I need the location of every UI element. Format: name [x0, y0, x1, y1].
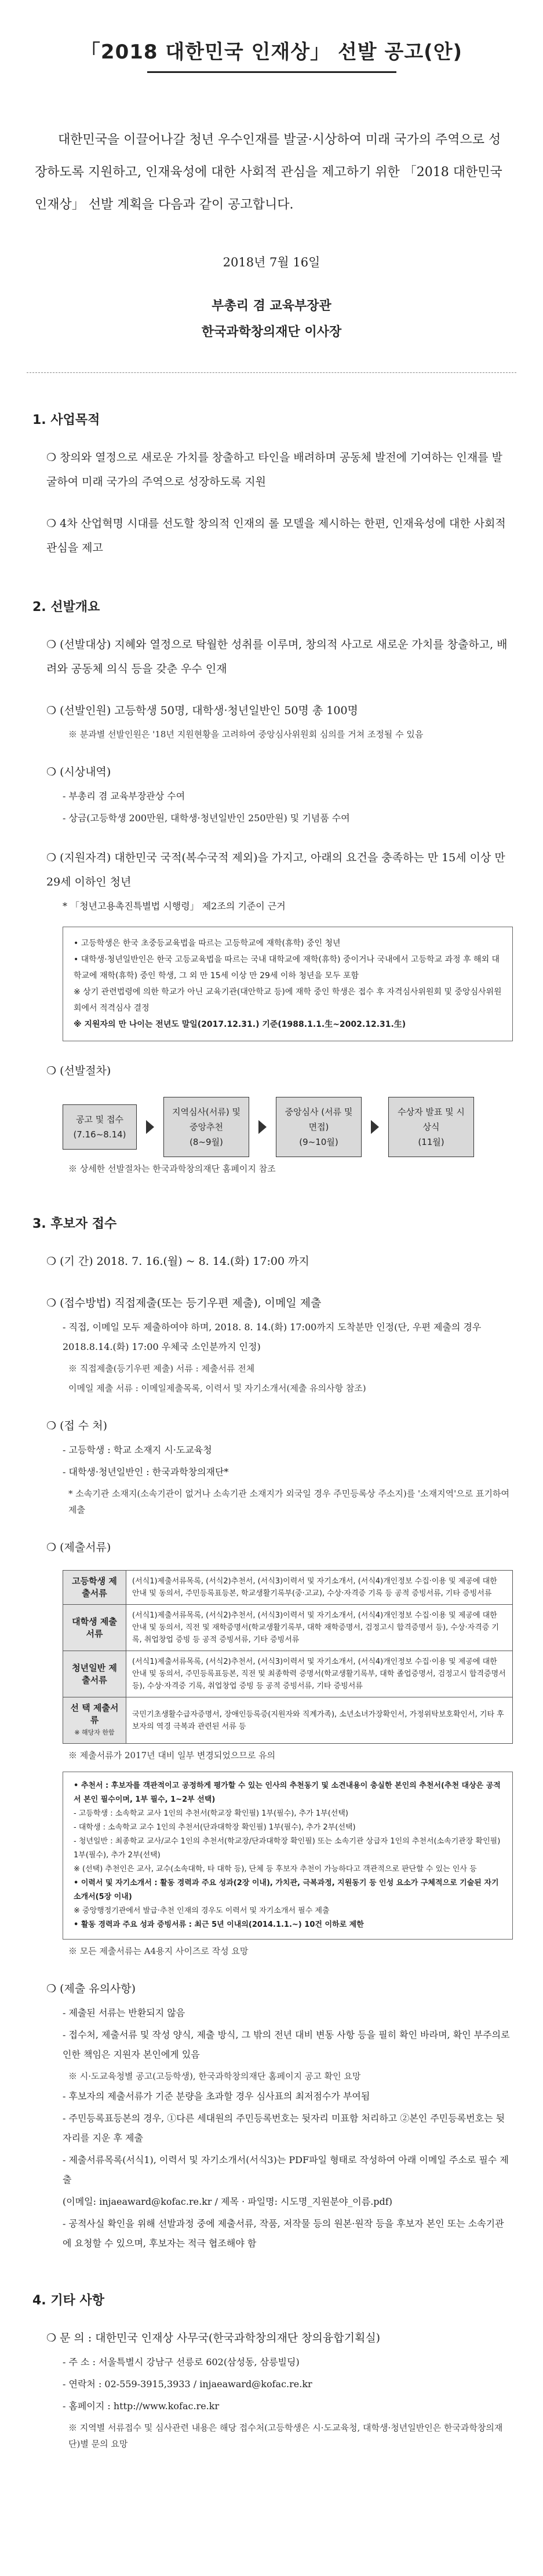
doc-category: [63, 1697, 126, 1744]
issuer-foundation: 한국과학창의재단 이사장: [201, 325, 342, 339]
eligibility: ❍ (지원자격) 대한민국 국적(복수국적 제외)을 가지고, 아래의 요건을 충족하는 만 15세 이상 만 29세 이하인 청년: [46, 851, 505, 888]
notice-date: 2018년 7월 16일: [223, 255, 320, 269]
doc-list: (서식1)제출서류목록, (서식2)추천서, (서식3)이력서 및 자기소개서, (서식4)개인정보 수집·이용 및 제공에 대한 안내 및 동의서, 직전 및 재학증명서(학교생활기록부, 대학 재학증명서, 검정고시 합격증명서 등), 수상·자격증 기록, 취업창업 증빙 등 공적 증빙서류, 기타 증빙서류: [126, 1605, 513, 1651]
doc-category: 고등학생 제출서류: [63, 1571, 126, 1605]
arrow-right-icon: [146, 1120, 154, 1134]
arrow-right-icon: [258, 1120, 267, 1134]
process-step-label: 공고 및 접수: [76, 1114, 123, 1125]
list-item: ※ 중앙행정기관에서 발급·추천 인재의 경우도 이력서 및 자기소개서 필수 제출: [74, 1907, 330, 1915]
doc-category-note: ※ 해당자 한함: [74, 1729, 115, 1736]
list-item: • 활동 경력과 주요 성과 증빙서류 : 최근 5년 이내의(2014.1.1.~) 10건 이하로 제한: [74, 1920, 364, 1929]
arrow-right-icon: [371, 1120, 379, 1134]
table-row: [63, 1605, 513, 1651]
precaution-6: - 공적사실 확인을 위해 선발과정 중에 제출서류, 작품, 저작물 등의 원본·원작 등을 후보자 본인 또는 소속기관에 요청할 수 있으며, 후보자는 적극 협조해야 함: [63, 2218, 504, 2249]
document-title: 「2018 대한민국 인재상」 선발 공고(안): [80, 41, 463, 64]
section-3-heading: 3. 후보자 접수: [32, 1217, 117, 1231]
application-method: ❍ (접수방법) 직접제출(또는 등기우편 제출), 이메일 제출: [46, 1297, 322, 1309]
process-step-period: (11월): [418, 1137, 444, 1147]
table-row: [63, 1651, 513, 1697]
office-high-school: - 고등학생 : 학교 소재지 시·도교육청: [63, 1444, 212, 1455]
process-flow: [63, 1097, 513, 1157]
process-step-period: (9~10월): [299, 1137, 338, 1147]
submission-note-2: 이메일 제출 서류 : 이메일제출목록, 이력서 및 자기소개서(제출 유의사항 참조): [68, 1383, 366, 1393]
doc-category: 청년일반 제출서류: [63, 1651, 126, 1697]
process-step-period: (7.16~8.14): [73, 1129, 126, 1140]
table-row: [63, 1571, 513, 1605]
process-step-label: 수상자 발표 및 시상식: [398, 1107, 465, 1132]
process-step-3: [276, 1097, 362, 1157]
intro-paragraph: 대한민국을 이끌어나갈 청년 우수인재를 발굴·시상하여 미래 국가의 주역으로 성장하도록 지원하고, 인재육성에 대한 사회적 관심을 제고하기 위한 「2018 대한민국 인재상」 선발 계획을 다음과 같이 공고합니다.: [35, 133, 502, 212]
submission-note-1: ※ 직접제출(등기우편 제출) 서류 : 제출서류 전체: [68, 1363, 255, 1374]
contact-note: ※ 지역별 서류접수 및 심사관련 내용은 해당 접수처(고등학생은 시·도교육청, 대학생·청년일반인은 한국과학창의재단)별 문의 요망: [68, 2423, 503, 2449]
list-item: - 고등학생 : 소속학교 교사 1인의 추천서(학교장 확인필) 1부(필수), 추가 1부(선택): [74, 1809, 348, 1818]
precaution-4: - 주민등록표등본의 경우, ①다른 세대원의 주민등록번호는 뒷자리 미표함 처리하고 ②본인 주민등록번호는 뒷자리를 지운 후 제출: [63, 2113, 505, 2143]
selection-count-note: ※ 분과별 선발인원은 '18년 지원현황을 고려하여 중앙심사위원회 심의를 거쳐 조정될 수 있음: [68, 729, 424, 740]
eligibility-note: ※ 상기 관련법령에 의한 학교가 아닌 교육기관(대안학교 등)에 재학 중인 학생은 접수 후 자격심사위원회 및 중앙심사위원회에서 적격심사 결정: [74, 987, 502, 1013]
precaution-5: - 제출서류목록(서식1), 이력서 및 자기소개서(서식3)는 PDF파일 형태로 작성하여 아래 이메일 주소로 필수 제출: [63, 2154, 509, 2185]
doc-list: 국민기초생활수급자증명서, 장애인등록증(지원자와 직계가족), 소년소녀가장확인서, 가정위탁보호확인서, 기타 후보자의 역경 극복과 관련된 서류 등: [126, 1697, 513, 1744]
section-4-heading: 4. 기타 사항: [32, 2293, 104, 2308]
section-1-item-1: ❍ 창의와 열정으로 새로운 가치를 창출하고 타인을 배려하며 공동체 발전에 기여하는 인재를 발굴하여 미래 국가의 주역으로 성장하도록 지원: [46, 451, 502, 488]
documents-table: [63, 1570, 513, 1744]
issuer-minister: 부총리 겸 교육부장관: [212, 299, 331, 313]
selection-process: ❍ (선발절차): [46, 1064, 111, 1077]
documents-detail-box: [63, 1772, 513, 1940]
precaution-3: - 후보자의 제출서류가 기준 분량을 초과할 경우 심사표의 최저점수가 부여됨: [63, 2091, 370, 2102]
title-underline: [147, 71, 396, 73]
award-details: ❍ (시상내역): [46, 766, 111, 778]
section-1-item-2: ❍ 4차 산업혁명 시대를 선도할 창의적 인재의 롤 모델을 제시하는 한편, 인재육성에 대한 사회적 관심을 제고: [46, 517, 506, 554]
eligibility-age-note: ※ 지원자의 만 나이는 전년도 말일(2017.12.31.) 기준(1988.1.1.生~2002.12.31.生): [74, 1020, 406, 1029]
documents-change-note: ※ 제출서류가 2017년 대비 일부 변경되었으므로 유의: [68, 1750, 276, 1761]
selection-target: ❍ (선발대상) 지혜와 열정으로 탁월한 성취를 이루며, 창의적 사고로 새로운 가치를 창출하고, 배려와 공동체 의식 등을 갖춘 우수 인재: [46, 638, 508, 675]
process-step-4: [388, 1097, 474, 1157]
submission-precautions: ❍ (제출 유의사항): [46, 1982, 136, 1995]
a4-size-note: ※ 모든 제출서류는 A4용지 사이즈로 작성 요망: [68, 1946, 249, 1956]
required-documents: ❍ (제출서류): [46, 1541, 111, 1554]
divider: [27, 372, 516, 373]
contact-homepage: - 홈페이지 : http://www.kofac.re.kr: [63, 2401, 220, 2412]
contact-phone: - 연락처 : 02-559-3915,3933 / injaeaward@kofac.re.kr: [63, 2379, 312, 2390]
contact-address: - 주 소 : 서울특별시 강남구 선릉로 602(삼성동, 삼릉빌딩): [63, 2357, 300, 2368]
precaution-2: - 접수처, 제출서류 및 작성 양식, 제출 방식, 그 밖의 전년 대비 변동 사항 등을 필히 확인 바라며, 확인 부주의로 인한 책임은 지원자 본인에게 있음: [63, 2029, 510, 2060]
office-university: - 대학생·청년일반인 : 한국과학창의재단*: [63, 1466, 229, 1477]
award-detail-2: - 상금(고등학생 200만원, 대학생·청년일반인 250만원) 및 기념품 수여: [63, 813, 350, 824]
doc-category-label: 선 택 제출서류: [70, 1703, 119, 1725]
list-item: • 이력서 및 자기소개서 : 활동 경력과 주요 성과(2장 이내), 가치관, 극복과정, 지원동기 등 인성 요소가 구체적으로 기술된 자기소개서(5장 이내): [74, 1879, 499, 1901]
award-detail-1: - 부총리 겸 교육부장관상 수여: [63, 791, 185, 802]
doc-list: (서식1)제출서류목록, (서식2)추천서, (서식3)이력서 및 자기소개서, (서식4)개인정보 수집·이용 및 제공에 대한 안내 및 동의서, 주민등록표등본, 직전 및 최종학력 증명서(학교생활기록부, 대학 졸업증명서, 검정고시 합격증명서 등), 수상·자격증 기록, 취업창업 증빙 등 공적 증빙서류, 기타 증빙서류: [126, 1651, 513, 1697]
process-step-period: (8~9월): [189, 1137, 223, 1147]
precaution-note: ※ 시·도교육청별 공고(고등학생), 한국과학창의재단 홈페이지 공고 확인 요망: [68, 2071, 361, 2081]
section-2-heading: 2. 선발개요: [32, 600, 100, 614]
process-step-label: 중앙심사 (서류 및 면접): [285, 1107, 353, 1132]
list-item: - 대학생 : 소속학교 교수 1인의 추천서(단과대학장 확인필) 1부(필수), 추가 2부(선택): [74, 1823, 356, 1832]
application-method-detail: - 직접, 이메일 모두 제출하여야 하며, 2018. 8. 14.(화) 17:00까지 도착분만 인정(단, 우편 제출의 경우 2018.8.14.(화) 17:00 우체국 소인분까지 인정): [63, 1322, 482, 1352]
eligibility-box: [63, 927, 513, 1041]
list-item: ※ (선택) 추천인은 교사, 교수(소속대학, 타 대학 등), 단체 등 후보자 추천이 가능하다고 객관적으로 판단할 수 있는 인사 등: [74, 1865, 477, 1874]
email-info: (이메일: injaeaward@kofac.re.kr / 제목 · 파일명: 시도명_지원분야_이름.pdf): [63, 2196, 392, 2207]
application-period: ❍ (기 간) 2018. 7. 16.(월) ~ 8. 14.(화) 17:00 까지: [46, 1255, 309, 1268]
eligibility-high-school: • 고등학생은 한국 초중등교육법을 따르는 고등학교에 재학(휴학) 중인 청년: [74, 939, 341, 948]
eligibility-university: • 대학생·청년일반인은 한국 고등교육법을 따르는 국내 대학교에 재학(휴학) 중이거나 국내에서 고등학교 과정 후 해외 대학교에 재학(휴학) 중인 학생, 그 외 만 15세 이상 만 29세 이하 청년을 모두 포함: [74, 955, 500, 980]
application-office: ❍ (접 수 처): [46, 1419, 108, 1432]
process-step-label: 지역심사(서류) 및 중앙추천: [172, 1107, 240, 1132]
process-step-2: [163, 1097, 249, 1157]
precaution-1: - 제출된 서류는 반환되지 않음: [63, 2007, 185, 2018]
eligibility-basis: * 「청년고용촉진특별법 시행령」 제2조의 기준이 근거: [63, 901, 286, 912]
office-note: * 소속기관 소재지(소속기관이 없거나 소속기관 소재지가 외국일 경우 주민등록상 주소지)를 '소재지역'으로 표기하여 제출: [68, 1488, 509, 1515]
table-row: [63, 1697, 513, 1744]
doc-category: 대학생 제출서류: [63, 1605, 126, 1651]
process-step-1: [63, 1104, 137, 1150]
contact-office: ❍ 문 의 : 대한민국 인재상 사무국(한국과학창의재단 창의융합기획실): [46, 2332, 381, 2344]
section-1-heading: 1. 사업목적: [32, 413, 100, 427]
doc-list: (서식1)제출서류목록, (서식2)추천서, (서식3)이력서 및 자기소개서, (서식4)개인정보 수집·이용 및 제공에 대한 안내 및 동의서, 주민등록표등본, 학교생활기록부(중·고교), 수상·자격증 기록 등 공적 증빙서류, 기타 증빙서류: [126, 1571, 513, 1605]
process-note: ※ 상세한 선발절차는 한국과학창의재단 홈페이지 참조: [68, 1163, 276, 1174]
selection-count: ❍ (선발인원) 고등학생 50명, 대학생·청년일반인 50명 총 100명: [46, 704, 358, 717]
list-item: • 추천서 : 후보자를 객관적이고 공정하게 평가할 수 있는 인사의 추천동기 및 소견내용이 충실한 본인의 추천서(추천 대상은 공적서 본인 필수이며, 1부 필수, 1~2부 선택): [74, 1781, 501, 1804]
list-item: - 청년일반 : 최종학교 교사/교수 1인의 추천서(학교장/단과대학장 확인필) 또는 소속기관 상급자 1인의 추천서(소속기관장 확인필) 1부(필수), 추가 2부(선택): [74, 1837, 501, 1860]
